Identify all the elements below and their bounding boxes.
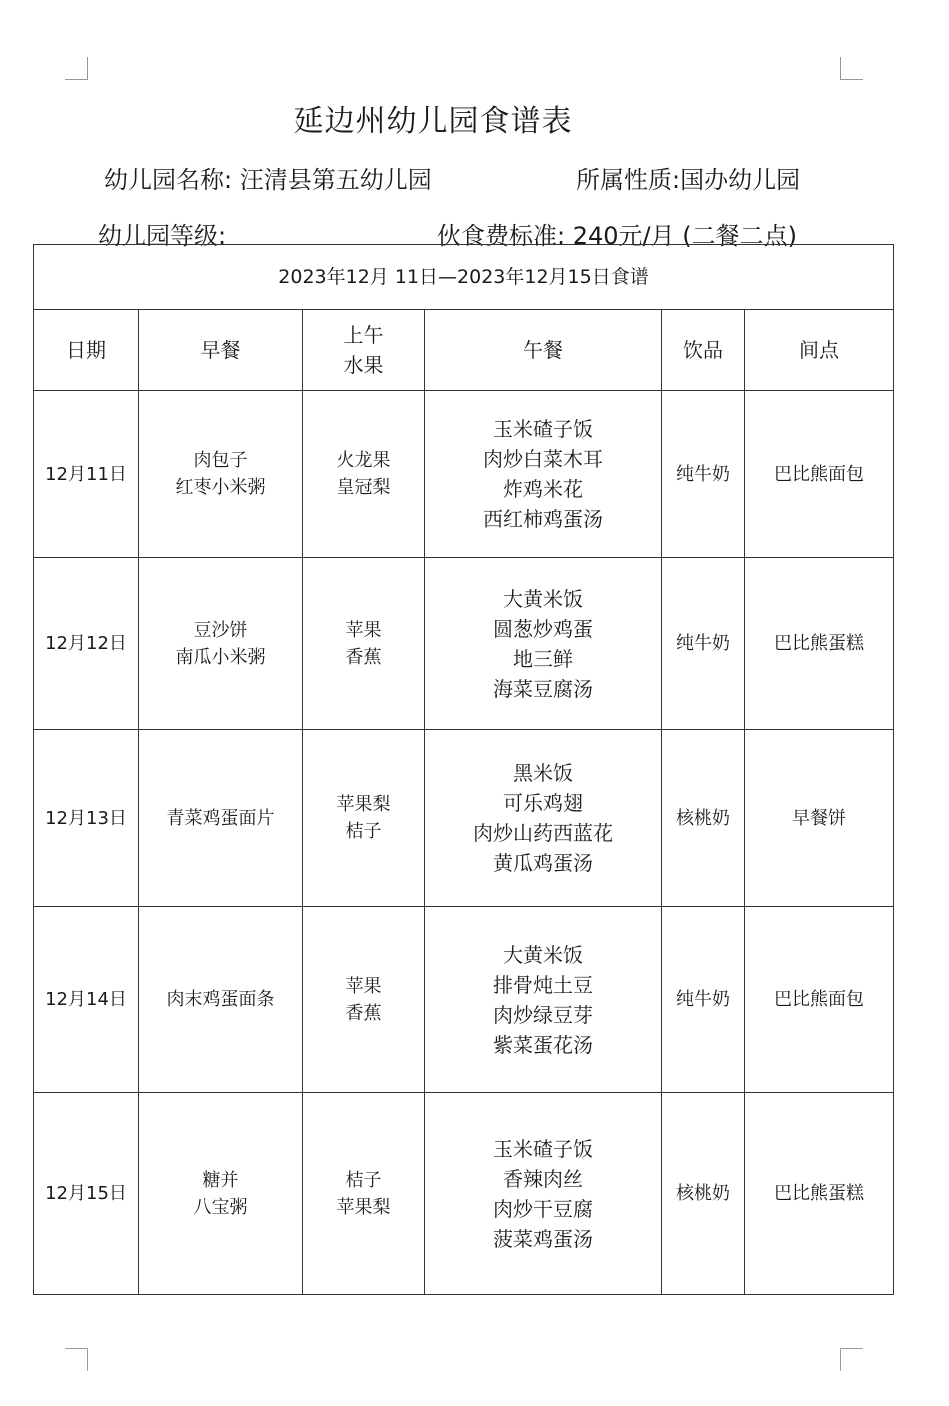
fruit-cell-item: 火龙果 xyxy=(336,450,391,471)
date-cell: 12月14日 xyxy=(34,907,139,1093)
breakfast-cell-item: 肉末鸡蛋面条 xyxy=(166,989,275,1010)
lunch-cell-item: 大黄米饭 xyxy=(503,586,583,611)
fruit-cell-item: 桔子 xyxy=(345,1169,382,1191)
lunch-cell-item: 肉炒白菜木耳 xyxy=(483,447,603,471)
lunch-cell-item: 玉米碴子饭 xyxy=(493,417,593,441)
fruit-cell-item: 苹果梨 xyxy=(336,1196,391,1218)
lunch-cell-item: 肉炒干豆腐 xyxy=(493,1196,593,1221)
lunch-cell xyxy=(425,907,662,1093)
lunch-cell-item: 黄瓜鸡蛋汤 xyxy=(493,851,593,875)
date-cell: 12月15日 xyxy=(34,1093,139,1295)
header-row xyxy=(34,310,894,391)
drink-cell: 纯牛奶 xyxy=(662,391,745,558)
breakfast-cell xyxy=(139,1093,303,1295)
drink-cell: 核桃奶 xyxy=(662,730,745,907)
header-lunch: 午餐 xyxy=(425,310,662,391)
lunch-cell xyxy=(425,1093,662,1295)
lunch-cell-item: 海菜豆腐汤 xyxy=(493,676,593,701)
menu-row xyxy=(34,558,894,730)
kindergarten-grade: 幼儿园等级: xyxy=(98,222,227,250)
fruit-cell-item: 香蕉 xyxy=(345,646,382,668)
fruit-cell xyxy=(303,907,425,1093)
breakfast-cell-item: 八宝粥 xyxy=(193,1196,248,1218)
menu-row xyxy=(34,730,894,907)
lunch-cell-item: 圆葱炒鸡蛋 xyxy=(493,616,593,641)
menu-row xyxy=(34,907,894,1093)
fruit-cell xyxy=(303,730,425,907)
header-fruit-line: 上午 xyxy=(343,323,384,347)
document-title: 延边州幼儿园食谱表 xyxy=(293,104,573,139)
lunch-cell-item: 地三鲜 xyxy=(513,646,573,671)
date-cell: 12月12日 xyxy=(34,558,139,730)
page-corner-mark xyxy=(840,57,863,80)
lunch-cell-item: 紫菜蛋花汤 xyxy=(493,1032,593,1057)
breakfast-cell-item: 南瓜小米粥 xyxy=(175,646,266,668)
breakfast-cell-item: 糖并 xyxy=(202,1169,239,1191)
menu-row xyxy=(34,1093,894,1295)
menu-row xyxy=(34,391,894,558)
header-fruit-line: 水果 xyxy=(343,353,384,377)
lunch-cell-item: 大黄米饭 xyxy=(503,942,583,967)
fruit-cell-item: 苹果 xyxy=(345,975,382,997)
drink-cell: 核桃奶 xyxy=(662,1093,745,1295)
lunch-cell-item: 可乐鸡翅 xyxy=(503,791,583,815)
lunch-cell xyxy=(425,730,662,907)
page-corner-mark xyxy=(840,1348,863,1371)
drink-cell: 纯牛奶 xyxy=(662,907,745,1093)
breakfast-cell xyxy=(139,907,303,1093)
fruit-cell-item: 苹果梨 xyxy=(336,794,391,815)
fruit-cell xyxy=(303,1093,425,1295)
lunch-cell-item: 炸鸡米花 xyxy=(503,477,583,501)
breakfast-cell-item: 红枣小米粥 xyxy=(175,477,266,498)
fruit-cell-item: 皇冠梨 xyxy=(336,477,391,498)
page-corner-mark xyxy=(65,1348,88,1371)
fruit-cell xyxy=(303,391,425,558)
breakfast-cell xyxy=(139,558,303,730)
kindergarten-name: 幼儿园名称: 汪清县第五幼儿园 xyxy=(104,166,432,194)
snack-cell: 巴比熊面包 xyxy=(745,391,894,558)
meal-fee-standard: 伙食费标准: 240元/月 (二餐二点) xyxy=(437,222,797,250)
header-drink: 饮品 xyxy=(662,310,745,391)
menu-table xyxy=(33,244,894,1295)
header-snack: 间点 xyxy=(745,310,894,391)
breakfast-cell-item: 青菜鸡蛋面片 xyxy=(166,807,275,829)
lunch-cell-item: 肉炒山药西蓝花 xyxy=(473,821,613,845)
lunch-cell-item: 西红柿鸡蛋汤 xyxy=(483,507,603,531)
lunch-cell-item: 玉米碴子饭 xyxy=(493,1136,593,1161)
lunch-cell-item: 菠菜鸡蛋汤 xyxy=(493,1226,593,1251)
lunch-cell xyxy=(425,391,662,558)
header-breakfast: 早餐 xyxy=(139,310,303,391)
lunch-cell-item: 肉炒绿豆芽 xyxy=(493,1002,593,1027)
week-title-row xyxy=(34,245,894,310)
header-fruit xyxy=(303,310,425,391)
week-title: 2023年12月 11日—2023年12月15日食谱 xyxy=(34,245,894,310)
breakfast-cell xyxy=(139,391,303,558)
breakfast-cell-item: 豆沙饼 xyxy=(193,619,248,641)
snack-cell: 巴比熊蛋糕 xyxy=(745,558,894,730)
page-corner-mark xyxy=(65,57,88,80)
header-date: 日期 xyxy=(34,310,139,391)
fruit-cell xyxy=(303,558,425,730)
fruit-cell-item: 香蕉 xyxy=(345,1002,382,1024)
lunch-cell xyxy=(425,558,662,730)
kindergarten-nature: 所属性质:国办幼儿园 xyxy=(576,166,801,194)
breakfast-cell xyxy=(139,730,303,907)
fruit-cell-item: 桔子 xyxy=(345,821,382,842)
lunch-cell-item: 香辣肉丝 xyxy=(503,1166,583,1191)
lunch-cell-item: 黑米饭 xyxy=(513,761,573,785)
fruit-cell-item: 苹果 xyxy=(345,619,382,641)
snack-cell: 早餐饼 xyxy=(745,730,894,907)
drink-cell: 纯牛奶 xyxy=(662,558,745,730)
breakfast-cell-item: 肉包子 xyxy=(193,450,248,471)
snack-cell: 巴比熊面包 xyxy=(745,907,894,1093)
date-cell: 12月11日 xyxy=(34,391,139,558)
snack-cell: 巴比熊蛋糕 xyxy=(745,1093,894,1295)
date-cell: 12月13日 xyxy=(34,730,139,907)
lunch-cell-item: 排骨炖土豆 xyxy=(493,972,593,997)
